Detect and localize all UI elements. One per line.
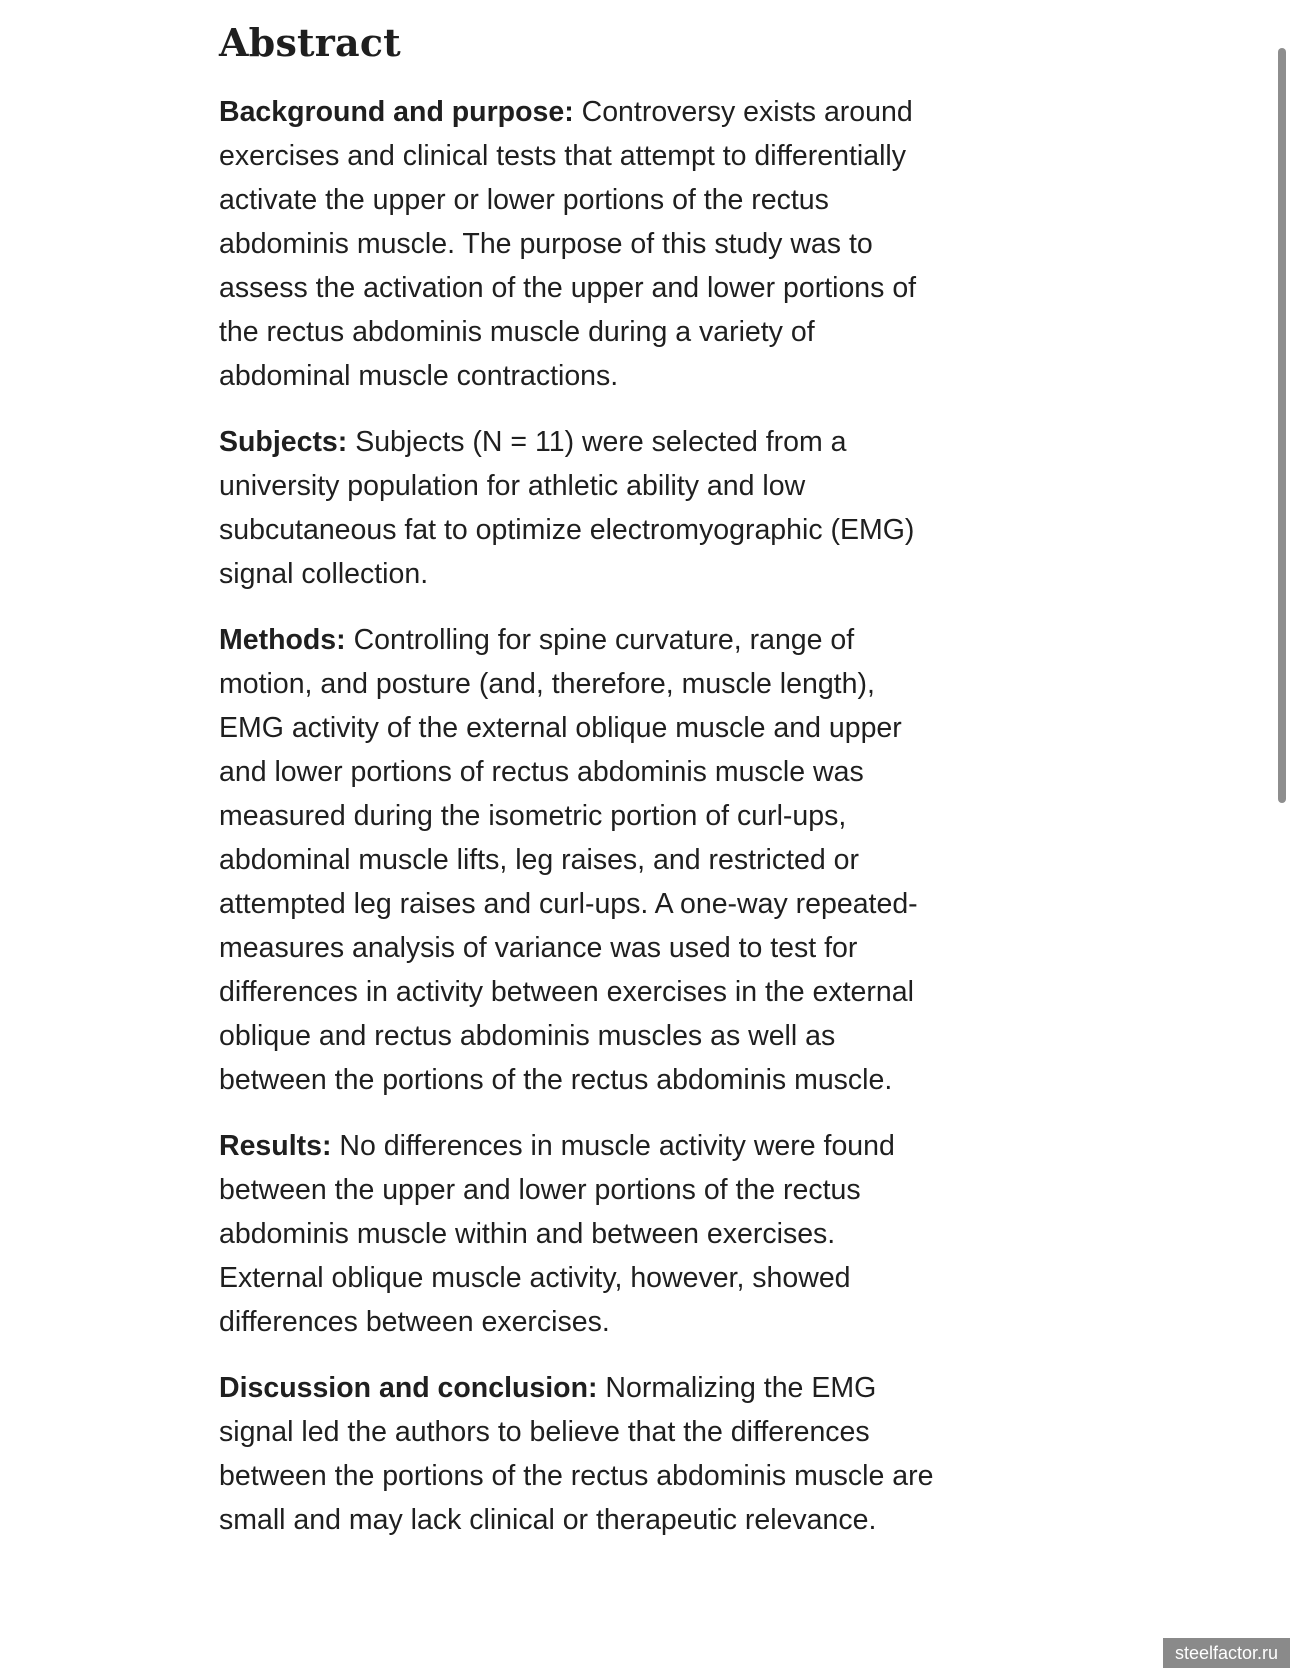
vertical-scrollbar[interactable]	[1270, 0, 1290, 1668]
section-text: Subjects (N = 11) were selected from a university population for athletic ability and low subcutaneous fat to optimize electromyographic (EMG) signal collection.	[219, 426, 915, 590]
section-text: No differences in muscle activity were found between the upper and lower portions of the rectus abdominis muscle within and between exercises. External oblique muscle activity, however, showed differences between exercises.	[219, 1130, 895, 1338]
abstract-section-methods	[219, 618, 939, 1102]
section-text: Normalizing the EMG signal led the authors to believe that the differences between the portions of the rectus abdominis muscle are small and may lack clinical or therapeutic relevance.	[219, 1372, 934, 1536]
section-label: Subjects:	[219, 426, 348, 458]
abstract-heading: Abstract	[219, 20, 401, 65]
scrollbar-thumb[interactable]	[1278, 48, 1286, 803]
abstract-section-background	[219, 90, 939, 398]
section-label: Background and purpose:	[219, 96, 574, 128]
section-text: Controversy exists around exercises and clinical tests that attempt to differentially activate the upper or lower portions of the rectus abdominis muscle. The purpose of this study was to assess the activation of the upper and lower portions of the rectus abdominis muscle during a variety of abdominal muscle contractions.	[219, 96, 917, 392]
section-label: Discussion and conclusion:	[219, 1372, 598, 1404]
abstract-section-discussion	[219, 1366, 939, 1542]
abstract-section-subjects	[219, 420, 939, 596]
watermark: steelfactor.ru	[1163, 1638, 1290, 1668]
abstract-section-results	[219, 1124, 939, 1344]
section-label: Methods:	[219, 624, 346, 656]
article-content	[219, 14, 939, 1564]
section-label: Results:	[219, 1130, 332, 1162]
section-text: Controlling for spine curvature, range of motion, and posture (and, therefore, muscle length), EMG activity of the external oblique muscle and upper and lower portions of rectus abdominis muscle was measured during the isometric portion of curl-ups, abdominal muscle lifts, leg raises, and restricted or attempted leg raises and curl-ups. A one-way repeated-measures analysis of variance was used to test for differences in activity between exercises in the external oblique and rectus abdominis muscles as well as between the portions of the rectus abdominis muscle.	[219, 624, 918, 1096]
